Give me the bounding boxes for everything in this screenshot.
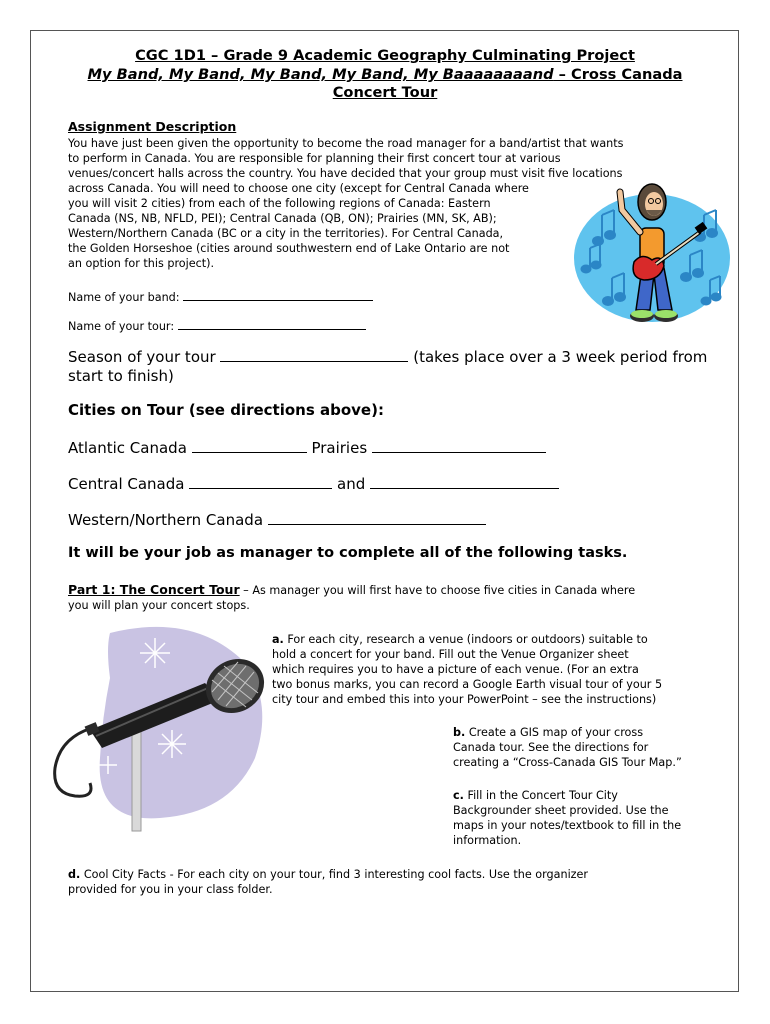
atlantic-line[interactable]	[192, 437, 307, 453]
central-line-2[interactable]	[370, 473, 559, 489]
part1-intro-line2: you will plan your concert stops.	[68, 599, 250, 612]
atlantic-prairies-row	[68, 437, 546, 457]
mic-cable	[55, 728, 92, 796]
doc-title-line2	[40, 65, 730, 84]
task-a-line: hold a concert for your band. Fill out the Venue Organizer sheet	[272, 648, 629, 661]
mic-stand	[132, 728, 141, 831]
tour-name-line[interactable]	[178, 317, 366, 330]
task-b-line: Canada tour. See the directions for	[453, 741, 649, 754]
task-c-label: c.	[453, 789, 464, 802]
tasks-heading: It will be your job as manager to complete all of the following tasks.	[68, 545, 628, 561]
part1-heading: Part 1: The Concert Tour	[68, 582, 240, 597]
assignment-line: to perform in Canada. You are responsible for planning their first concert tour at various	[68, 152, 561, 165]
western-row	[68, 509, 486, 529]
task-a-line: two bonus marks, you can record a Google Earth visual tour of your 5	[272, 678, 663, 691]
band-name-row	[68, 288, 373, 305]
assignment-line: Western/Northern Canada (BC or a city in the territories). For Central Canada,	[68, 227, 504, 240]
assignment-line: across Canada. You will need to choose one city (except for Central Canada where	[68, 182, 529, 195]
task-c	[453, 788, 728, 848]
band-name-line[interactable]	[183, 288, 373, 301]
western-line[interactable]	[268, 509, 486, 525]
task-b	[453, 725, 728, 770]
task-a-label: a.	[272, 633, 284, 646]
assignment-line: venues/concert halls across the country. You have decided that your group must visit five locations	[68, 167, 623, 180]
central-row	[68, 473, 559, 493]
task-c-line: information.	[453, 834, 522, 847]
task-b-label: b.	[453, 726, 466, 739]
task-d-line: provided for you in your class folder.	[68, 883, 273, 896]
doc-title-line1: CGC 1D1 – Grade 9 Academic Geography Culminating Project	[135, 47, 635, 64]
assignment-line: the Golden Horseshoe (cities around southwestern end of Lake Ontario are not	[68, 242, 510, 255]
part1-intro	[68, 582, 728, 613]
assignment-line: Canada (NS, NB, NFLD, PEI); Central Canada (QB, ON); Prairies (MN, SK, AB);	[68, 212, 497, 225]
central-label: Central Canada	[68, 475, 185, 493]
season-note: (takes place over a 3 week period from	[413, 348, 708, 366]
task-d	[68, 867, 728, 897]
task-a-line: which requires you to have a picture of each venue. (For an extra	[272, 663, 639, 676]
task-b-line: Create a GIS map of your cross	[465, 726, 644, 739]
cities-heading: Cities on Tour (see directions above):	[68, 401, 384, 419]
season-line[interactable]	[220, 346, 408, 362]
assignment-line: an option for this project).	[68, 257, 215, 270]
sparkle-icon	[158, 730, 186, 758]
doc-title-italic: My Band, My Band, My Band, My Band, My Baaaaaaaand	[87, 66, 554, 83]
task-b-line: creating a “Cross-Canada GIS Tour Map.”	[453, 756, 682, 769]
and-label: and	[337, 475, 366, 493]
doc-title-line3: Concert Tour	[332, 84, 438, 101]
task-c-line: maps in your notes/textbook to fill in the	[453, 819, 682, 832]
doc-title-rest: – Cross Canada	[553, 66, 683, 83]
task-a-line: For each city, research a venue (indoors or outdoors) suitable to	[283, 633, 648, 646]
central-line-1[interactable]	[189, 473, 332, 489]
season-row	[68, 346, 728, 386]
task-c-line: Backgrounder sheet provided. Use the	[453, 804, 669, 817]
assignment-line: you will visit 2 cities) from each of the following regions of Canada: Eastern	[68, 197, 491, 210]
task-d-line: Cool City Facts - For each city on your tour, find 3 interesting cool facts. Use the organizer	[80, 868, 589, 881]
prairies-label: Prairies	[311, 439, 368, 457]
task-a	[272, 632, 722, 707]
task-c-line: Fill in the Concert Tour City	[463, 789, 618, 802]
task-d-label: d.	[68, 868, 81, 881]
tour-name-label: Name of your tour:	[68, 320, 175, 333]
guitarist-illustration	[572, 170, 732, 335]
western-label: Western/Northern Canada	[68, 511, 264, 529]
part1-intro-rest: – As manager you will first have to choose five cities in Canada where	[239, 584, 636, 597]
band-name-label: Name of your band:	[68, 291, 180, 304]
season-label: Season of your tour	[68, 348, 216, 366]
tour-name-row	[68, 317, 366, 334]
assignment-line: You have just been given the opportunity to become the road manager for a band/artist that wants	[68, 137, 624, 150]
task-a-line: city tour and embed this into your PowerPoint – see the instructions)	[272, 693, 657, 706]
assignment-heading: Assignment Description	[68, 119, 237, 134]
microphone-illustration	[40, 618, 280, 833]
atlantic-label: Atlantic Canada	[68, 439, 187, 457]
prairies-line[interactable]	[372, 437, 546, 453]
season-note-2: start to finish)	[68, 367, 174, 385]
